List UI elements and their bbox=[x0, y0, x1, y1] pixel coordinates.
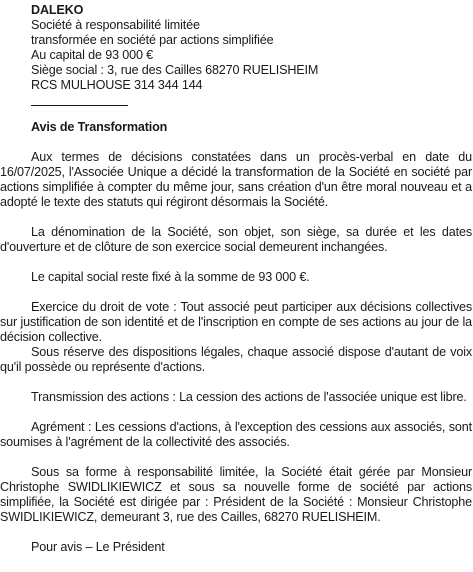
paragraph-unchanged-items: La dénomination de la Société, son objet, son siège, sa durée et les dates d'ouverture et de clôture de son exercice social demeurent inchangées. bbox=[0, 225, 472, 254]
paragraph-management: Sous sa forme à responsabilité limitée, la Société était gérée par Monsieur Christophe SWIDLIKIEWICZ et sous sa nouvelle forme de société par actions simplifiée, la Société est dirigée par : Président de la Société : Monsieur Christophe SWIDLIKIEWICZ, demeurant 3, rue des Cailles, 68270 RUELISHEIM. bbox=[0, 465, 472, 524]
signature: Pour avis – Le Président bbox=[31, 540, 165, 554]
paragraph-share-transfer: Transmission des actions : La cession des actions de l'associée unique est libre. bbox=[31, 390, 467, 404]
header-divider bbox=[31, 105, 128, 106]
share-capital: Au capital de 93 000 € bbox=[31, 48, 154, 62]
paragraph-approval: Agrément : Les cessions d'actions, à l'exception des cessions aux associés, sont soumises à l'agrément de la collectivité des associés. bbox=[0, 420, 472, 449]
notice-body bbox=[0, 150, 472, 555]
transformation-form: transformée en société par actions simplifiée bbox=[31, 33, 274, 47]
paragraph-capital: Le capital social reste fixé à la somme de 93 000 €. bbox=[31, 270, 310, 284]
notice-title: Avis de Transformation bbox=[31, 120, 168, 134]
paragraph-decision: Aux termes de décisions constatées dans un procès-verbal en date du 16/07/2025, l'Associée Unique a décidé la transformation de la Société en société par actions simplifiée à compter du même jour, sans création d'un être moral nouveau et a adopté le texte des statuts qui régiront désormais la Société. bbox=[0, 150, 472, 209]
company-name: DALEKO bbox=[31, 3, 84, 17]
legal-form: Société à responsabilité limitée bbox=[31, 18, 200, 32]
rcs-number: RCS MULHOUSE 314 344 144 bbox=[31, 78, 203, 92]
company-header bbox=[31, 3, 461, 93]
paragraph-votes-per-share: Sous réserve des dispositions légales, chaque associé dispose d'autant de voix qu'il possède ou représente d'actions. bbox=[0, 345, 472, 374]
registered-office: Siège social : 3, rue des Cailles 68270 RUELISHEIM bbox=[31, 63, 319, 77]
paragraph-voting-right: Exercice du droit de vote : Tout associé peut participer aux décisions collectives sur justification de son identité et de l'inscription en compte de ses actions au jour de la décision collective. bbox=[0, 300, 472, 344]
